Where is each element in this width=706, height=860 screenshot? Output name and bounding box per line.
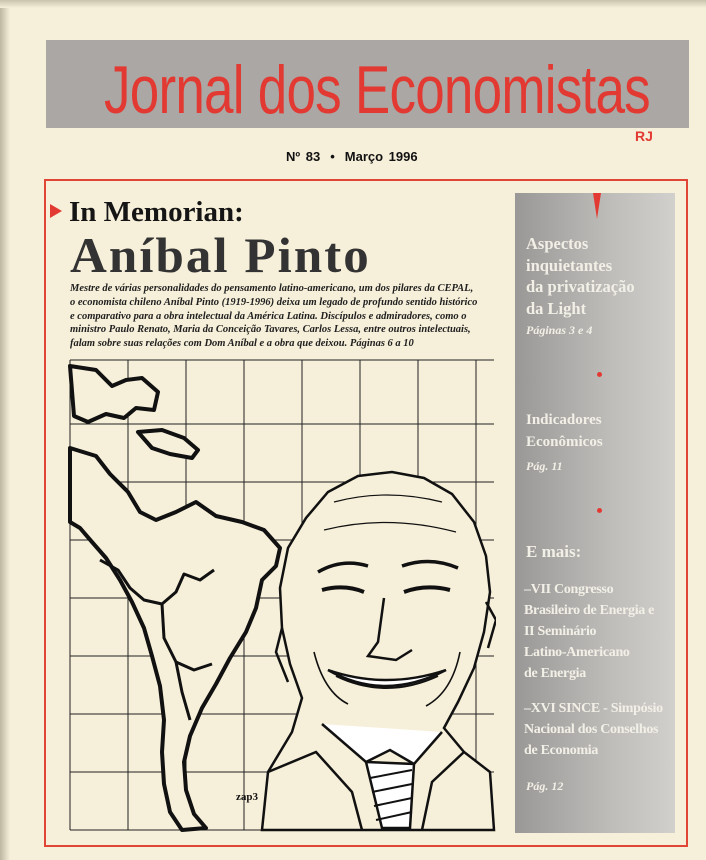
item-line: II Seminário [524, 624, 597, 639]
title-line: Aspectos [526, 234, 589, 253]
title-line: da privatização [526, 277, 635, 296]
lead-line: e comparativo para a obra intelectual da América Latina. Discípulos e admiradores, como o [70, 310, 467, 322]
cover-headline: Aníbal Pinto [70, 227, 371, 283]
sidebar-more-item [524, 698, 684, 761]
page-edge-shadow [0, 0, 10, 860]
masthead-region: RJ [635, 128, 653, 144]
sidebar-dot [597, 372, 602, 377]
item-line: de Energia [524, 666, 586, 681]
issue-separator: • [330, 149, 335, 164]
lead-line: o economista chileno Aníbal Pinto (1919-1996) deixa um legado de profundo sentido histórico [70, 296, 478, 308]
cover-kicker: In Memorian: [69, 196, 244, 228]
title-line: Econômicos [526, 433, 603, 450]
title-line: Indicadores [526, 412, 602, 428]
issue-number: Nº 83 [286, 149, 321, 164]
sidebar-story-page-ref: Páginas 3 e 4 [526, 323, 593, 337]
item-line: Brasileiro de Energia e [524, 603, 655, 618]
sidebar-dot [597, 508, 602, 513]
issue-line [286, 149, 418, 164]
sidebar-more-page-ref: Pág. 12 [526, 779, 564, 793]
sidebar-more-heading: E mais: [526, 542, 582, 561]
item-line: Nacional dos Conselhos [524, 722, 659, 737]
artist-signature: zap3 [236, 791, 258, 803]
sidebar-more-item [524, 579, 684, 684]
red-marker-icon [593, 193, 601, 219]
sidebar-story-title [526, 233, 676, 319]
title-line: da Light [526, 298, 587, 318]
red-arrow-icon [50, 204, 62, 218]
lead-line: ministro Paulo Renato, Maria da Conceição Tavares, Carlos Lessa, entre outros intelectuais, [70, 324, 471, 336]
sidebar-indicators-page-ref: Pág. 11 [526, 459, 563, 473]
portrait [262, 472, 496, 830]
item-line: de Economia [524, 743, 599, 758]
lead-line: Mestre de várias personalidades do pensamento latino-americano, um dos pilares da CEPAL, [70, 283, 474, 294]
page-top-shadow [0, 0, 706, 8]
lead-line: falam sobre suas relações com Dom Aníbal e a obra que deixou. Páginas 6 a 10 [70, 338, 414, 350]
masthead-title: Jornal dos Economistas [104, 52, 650, 128]
item-line: –XVI SINCE - Simpósio [524, 701, 663, 716]
title-line: inquietantes [526, 255, 613, 275]
sidebar-indicators-title [526, 410, 676, 453]
issue-date: Março 1996 [344, 149, 418, 164]
item-line: Latino-Americano [524, 645, 630, 660]
cover-illustration [66, 352, 496, 834]
cover-lead [70, 282, 520, 351]
item-line: –VII Congresso [524, 582, 614, 597]
